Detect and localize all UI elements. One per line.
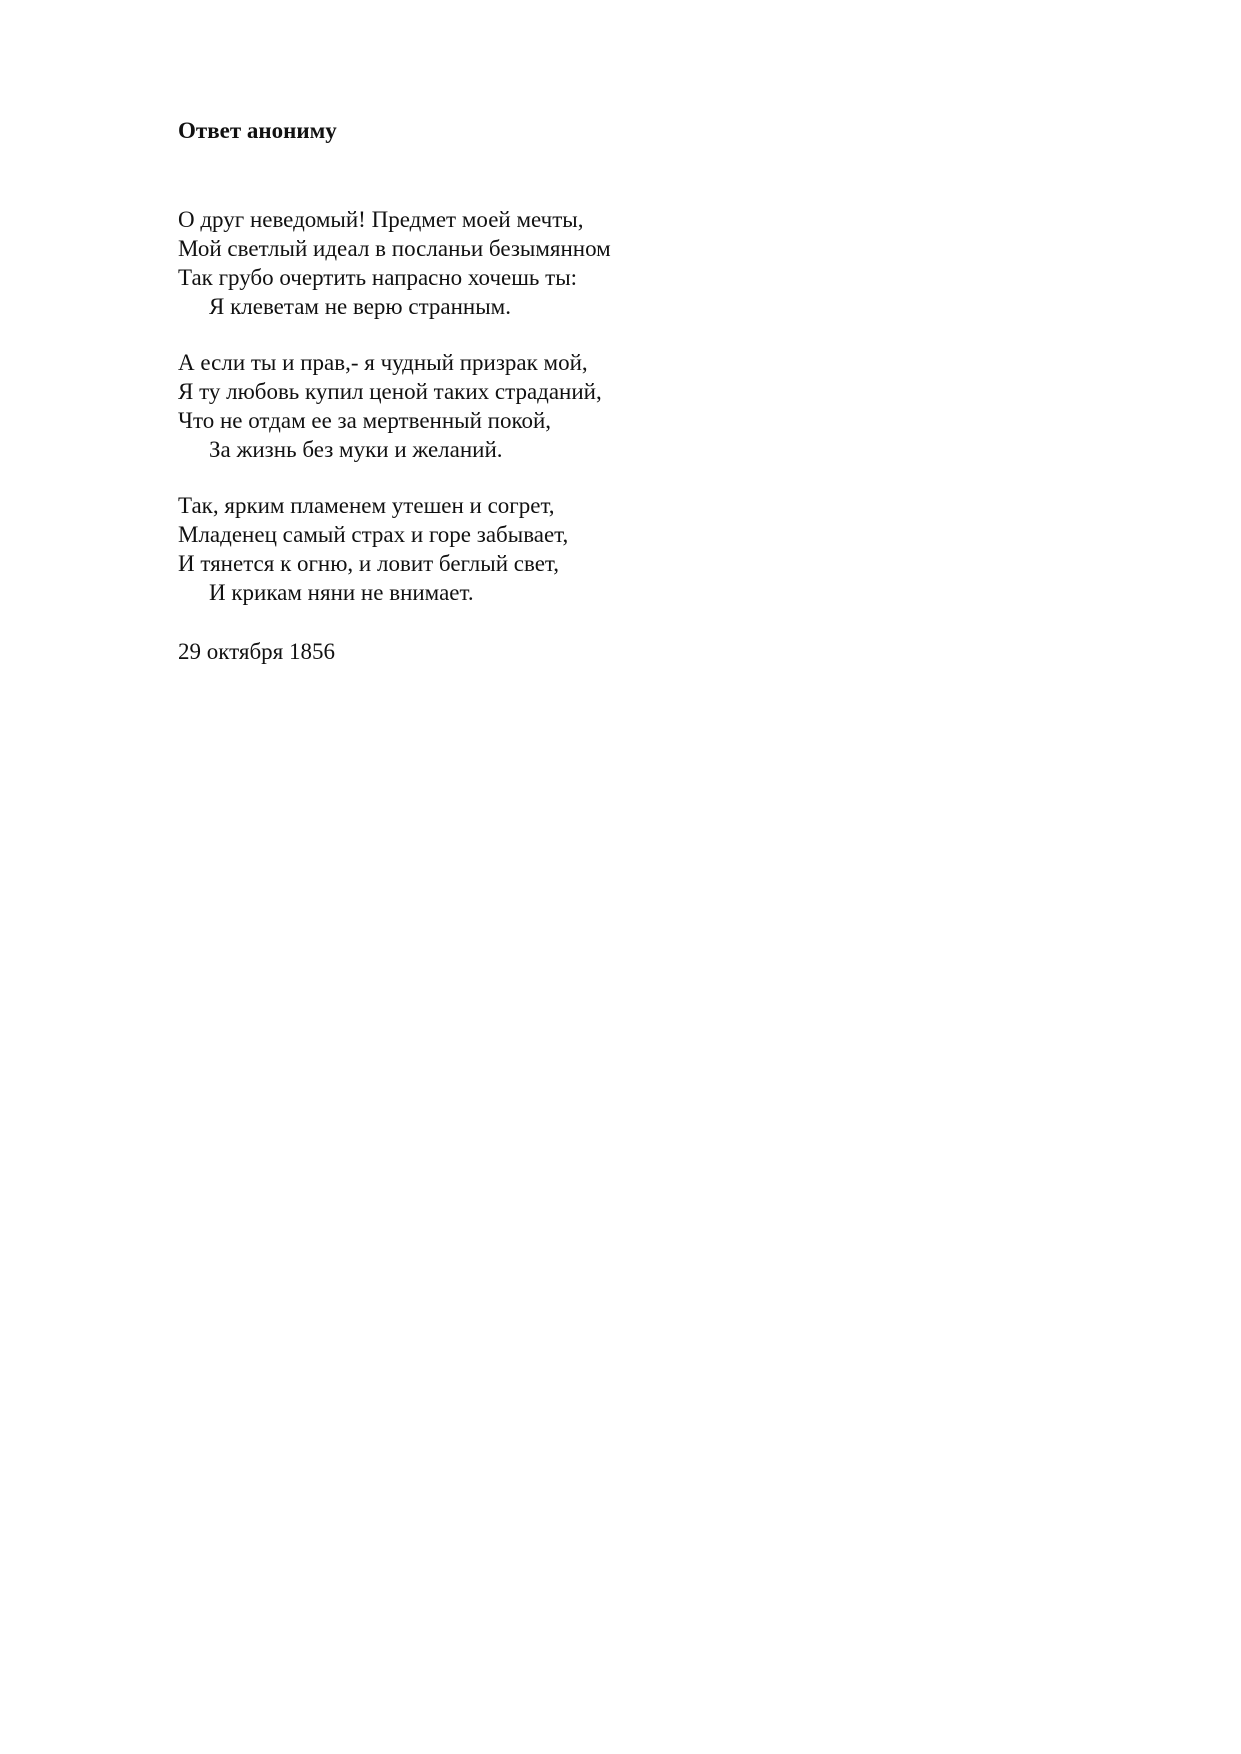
verse-line: Так, ярким пламенем утешен и согрет, [178,493,555,518]
stanza-1 [178,205,978,321]
stanza-2 [178,348,978,464]
verse-line: Так грубо очертить напрасно хочешь ты: [178,265,578,290]
verse-line-indented: За жизнь без муки и желаний. [209,437,503,462]
verse-line-indented: И крикам няни не внимает. [209,580,474,605]
verse-line: Что не отдам ее за мертвенный покой, [178,408,552,433]
verse-line: А если ты и прав,- я чудный призрак мой, [178,350,588,375]
verse-line: Младенец самый страх и горе забывает, [178,522,569,547]
verse-line: О друг неведомый! Предмет моей мечты, [178,207,584,232]
stanza-3 [178,491,978,607]
poem-date: 29 октября 1856 [178,639,335,664]
verse-line: И тянется к огню, и ловит беглый свет, [178,551,560,576]
verse-line: Мой светлый идеал в посланьи безымянном [178,236,611,261]
verse-line-indented: Я клеветам не верю странным. [209,294,511,319]
poem-title: Ответ анониму [178,118,337,143]
verse-line: Я ту любовь купил ценой таких страданий, [178,379,602,404]
